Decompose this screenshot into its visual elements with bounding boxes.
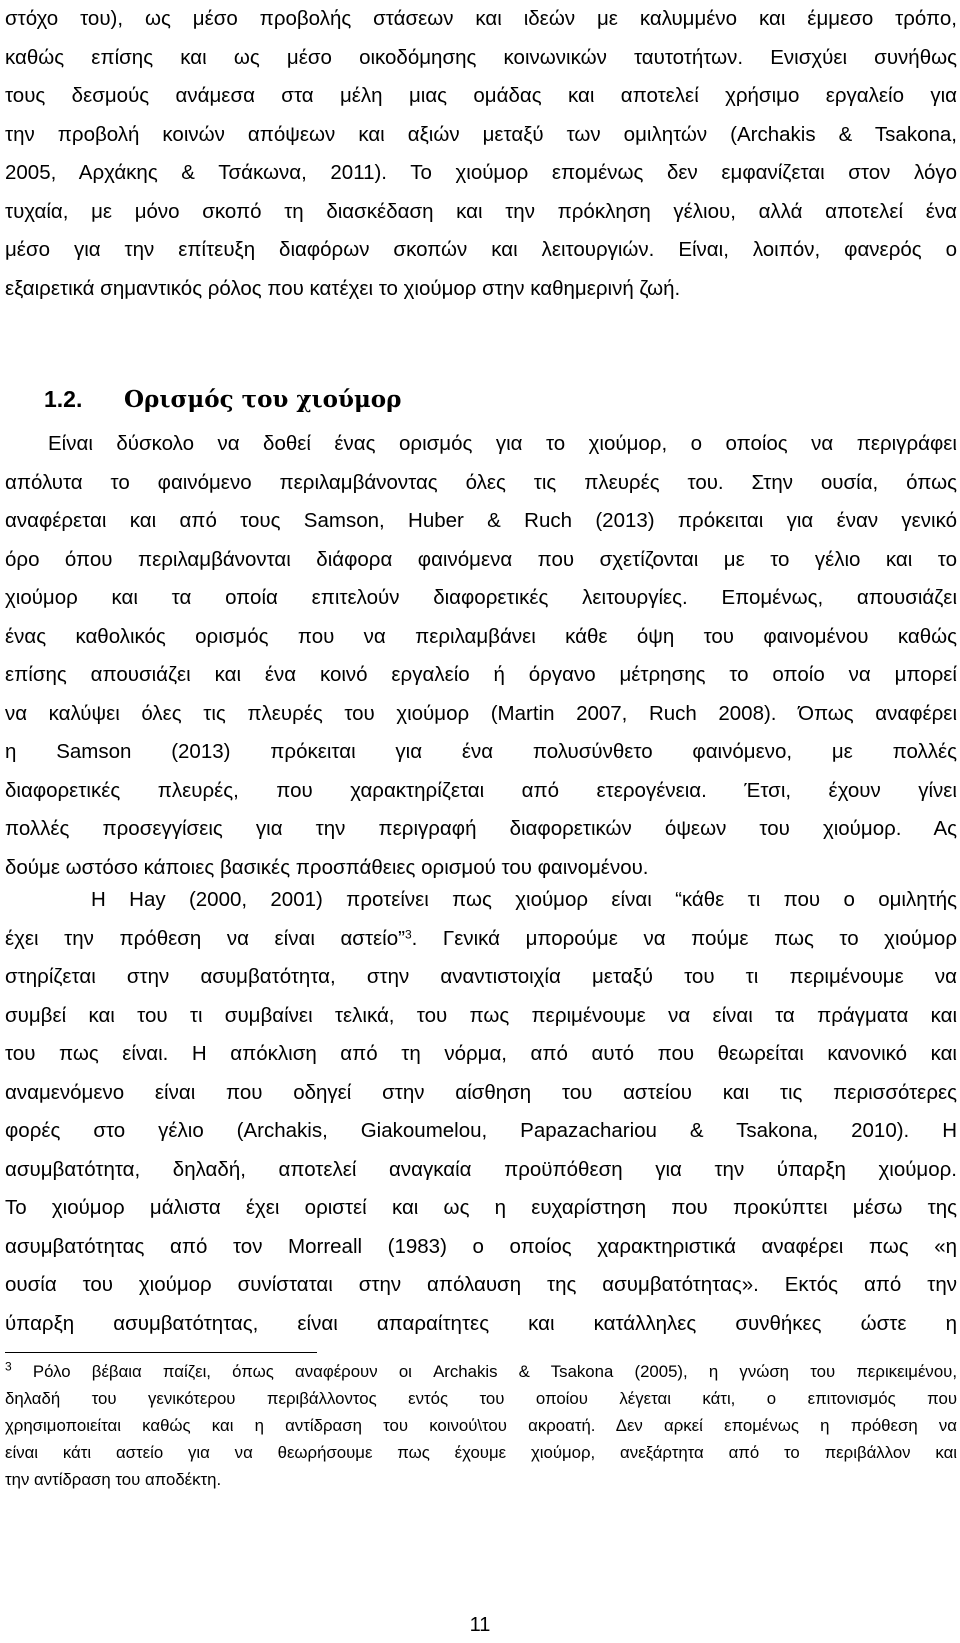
text-line: όρο όπου περιλαμβάνονται διάφορα φαινόμενα που σχετίζονται με το γέλιο και το [5,547,957,571]
text-line: χιούμορ και τα οποία επιτελούν διαφορετικές λειτουργίες. Επομένως, απουσιάζει [5,586,957,609]
paragraph-definition [5,425,957,887]
text-line: του πως είναι. Η απόκλιση από τη νόρμα, από αυτό που θεωρείται κανονικό και [5,1042,957,1065]
footnote-line: είναι κάτι αστείο για να θεωρήσουμε πως έχουμε χιούμορ, ανεξάρτητα από το περιβάλλον και [5,1443,957,1462]
text-line: ασυμβατότητας από τον Morreall (1983) ο οποίος χαρακτηριστικά αναφέρει πως «η [5,1234,957,1258]
footnote-reference[interactable]: 3 [404,926,412,941]
text-line: ύπαρξη ασυμβατότητας, είναι απαραίτητες και κατάλληλες συνθήκες ώστε η [5,1311,957,1335]
text-line: δούμε ωστόσο κάποιες βασικές προσπάθειες ορισμού του φαινομένου. [5,855,649,879]
text-fragment: Ρόλο βέβαια παίζει, όπως αναφέρουν οι Archakis & Tsakona (2005), η γνώση του περικειμένου, [32,1362,957,1381]
footnote-line: την αντίδραση του αποδέκτη. [5,1470,222,1489]
footnote-marker: 3 [5,1359,12,1374]
text-fragment: έχει την πρόθεση να είναι αστείο” [5,926,405,950]
text-line: Το χιούμορ μάλιστα έχει οριστεί και ως η ευχαρίστηση που προκύπτει μέσω της [5,1196,957,1219]
text-line: καθώς επίσης και ως μέσο οικοδόμησης κοινωνικών ταυτοτήτων. Ενισχύει συνήθως [5,45,957,69]
text-line: η Samson (2013) πρόκειται για ένα πολυσύνθετο φαινόμενο, με πολλές [5,740,957,763]
text-line: απόλυτα το φαινόμενο περιλαμβάνοντας όλες τις πλευρές του. Στην ουσία, όπως [5,470,957,494]
text-line: ασυμβατότητα, δηλαδή, αποτελεί αναγκαία προϋπόθεση για την ύπαρξη χιούμορ. [5,1157,957,1181]
paragraph-intro-continuation [5,0,957,308]
text-line: τυχαία, με μόνο σκοπό τη διασκέδαση και την πρόκληση γέλιου, αλλά αποτελεί ένα [5,199,957,223]
text-line: επίσης απουσιάζει και ένα κοινό εργαλείο ή όργανο μέτρησης το οποίο να μπορεί [5,663,957,686]
section-title: Ορισμός του χιούμορ [124,386,402,413]
text-line: πολλές προσεγγίσεις για την περιγραφή διαφορετικών όψεων του χιούμορ. Ας [5,817,957,840]
footnote-line: χρησιμοποιείται καθώς και η αντίδραση του κοινού\του ακροατή. Δεν αρκεί επομένως η πρόθεση να [5,1416,957,1435]
text-line: 2005, Αρχάκης & Τσάκωνα, 2011). Το χιούμορ επομένως δεν εμφανίζεται στον λόγο [5,161,957,184]
text-line: αναφέρεται και από τους Samson, Huber & Ruch (2013) πρόκειται για έναν γενικό [5,509,957,532]
text-line: ένας καθολικός ορισμός που να περιλαμβάνει κάθε όψη του φαινομένου καθώς [5,624,957,648]
text-line: μέσο για την επίτευξη διαφόρων σκοπών και λειτουργιών. Είναι, λοιπόν, φανερός ο [5,238,957,261]
text-line: να καλύψει όλες τις πλευρές του χιούμορ (Martin 2007, Ruch 2008). Όπως αναφέρει [5,701,957,725]
footnote-line: δηλαδή του γενικότερου περιβάλλοντος εντός του οποίου λέγεται κάτι, ο επιτονισμός που [5,1389,957,1408]
text-fragment: . Γενικά μπορούμε να πούμε πως το χιούμορ [411,926,957,950]
text-line: στηρίζεται στην ασυμβατότητα, στην αναντιστοιχία μεταξύ του τι περιμένουμε να [5,965,957,988]
text-line-with-footnote [5,920,957,959]
section-heading [44,384,401,415]
section-number: 1.2. [44,386,83,412]
text-line: φορές στο γέλιο (Archakis, Giakoumelou, Papazachariou & Tsakona, 2010). Η [5,1119,957,1142]
text-line: Είναι δύσκολο να δοθεί ένας ορισμός για το χιούμορ, ο οποίος να περιγράφει [48,432,957,455]
page-number: 11 [469,1614,491,1636]
text-line: διαφορετικές πλευρές, που χαρακτηρίζεται από ετερογένεια. Έτσι, έχουν γίνει [5,778,957,802]
footnote-separator [5,1352,317,1353]
text-line: εξαιρετικά σημαντικός ρόλος που κατέχει το χιούμορ στην καθημερινή ζωή. [5,276,681,300]
text-line: την προβολή κοινών απόψεων και αξιών μεταξύ των ομιλητών (Archakis & Tsakona, [5,122,957,146]
text-line: συμβεί και του τι συμβαίνει τελικά, του πως περιμένουμε να είναι τα πράγματα και [5,1003,957,1027]
footnote-line [5,1358,957,1385]
paragraph-hay [5,881,957,1343]
text-line: Η Hay (2000, 2001) προτείνει πως χιούμορ είναι “κάθε τι που ο ομιλητής [91,888,957,911]
text-line: ουσία του χιούμορ συνίσταται στην απόλαυση της ασυμβατότητας». Εκτός από την [5,1273,957,1296]
text-line: στόχο του), ως μέσο προβολής στάσεων και ιδεών με καλυμμένο και έμμεσο τρόπο, [5,7,957,30]
text-line: τους δεσμούς ανάμεσα στα μέλη μιας ομάδας και αποτελεί χρήσιμο εργαλείο για [5,84,957,107]
text-line: αναμενόμενο είναι που οδηγεί στην αίσθηση του αστείου και τις περισσότερες [5,1080,957,1104]
footnote [5,1358,957,1493]
